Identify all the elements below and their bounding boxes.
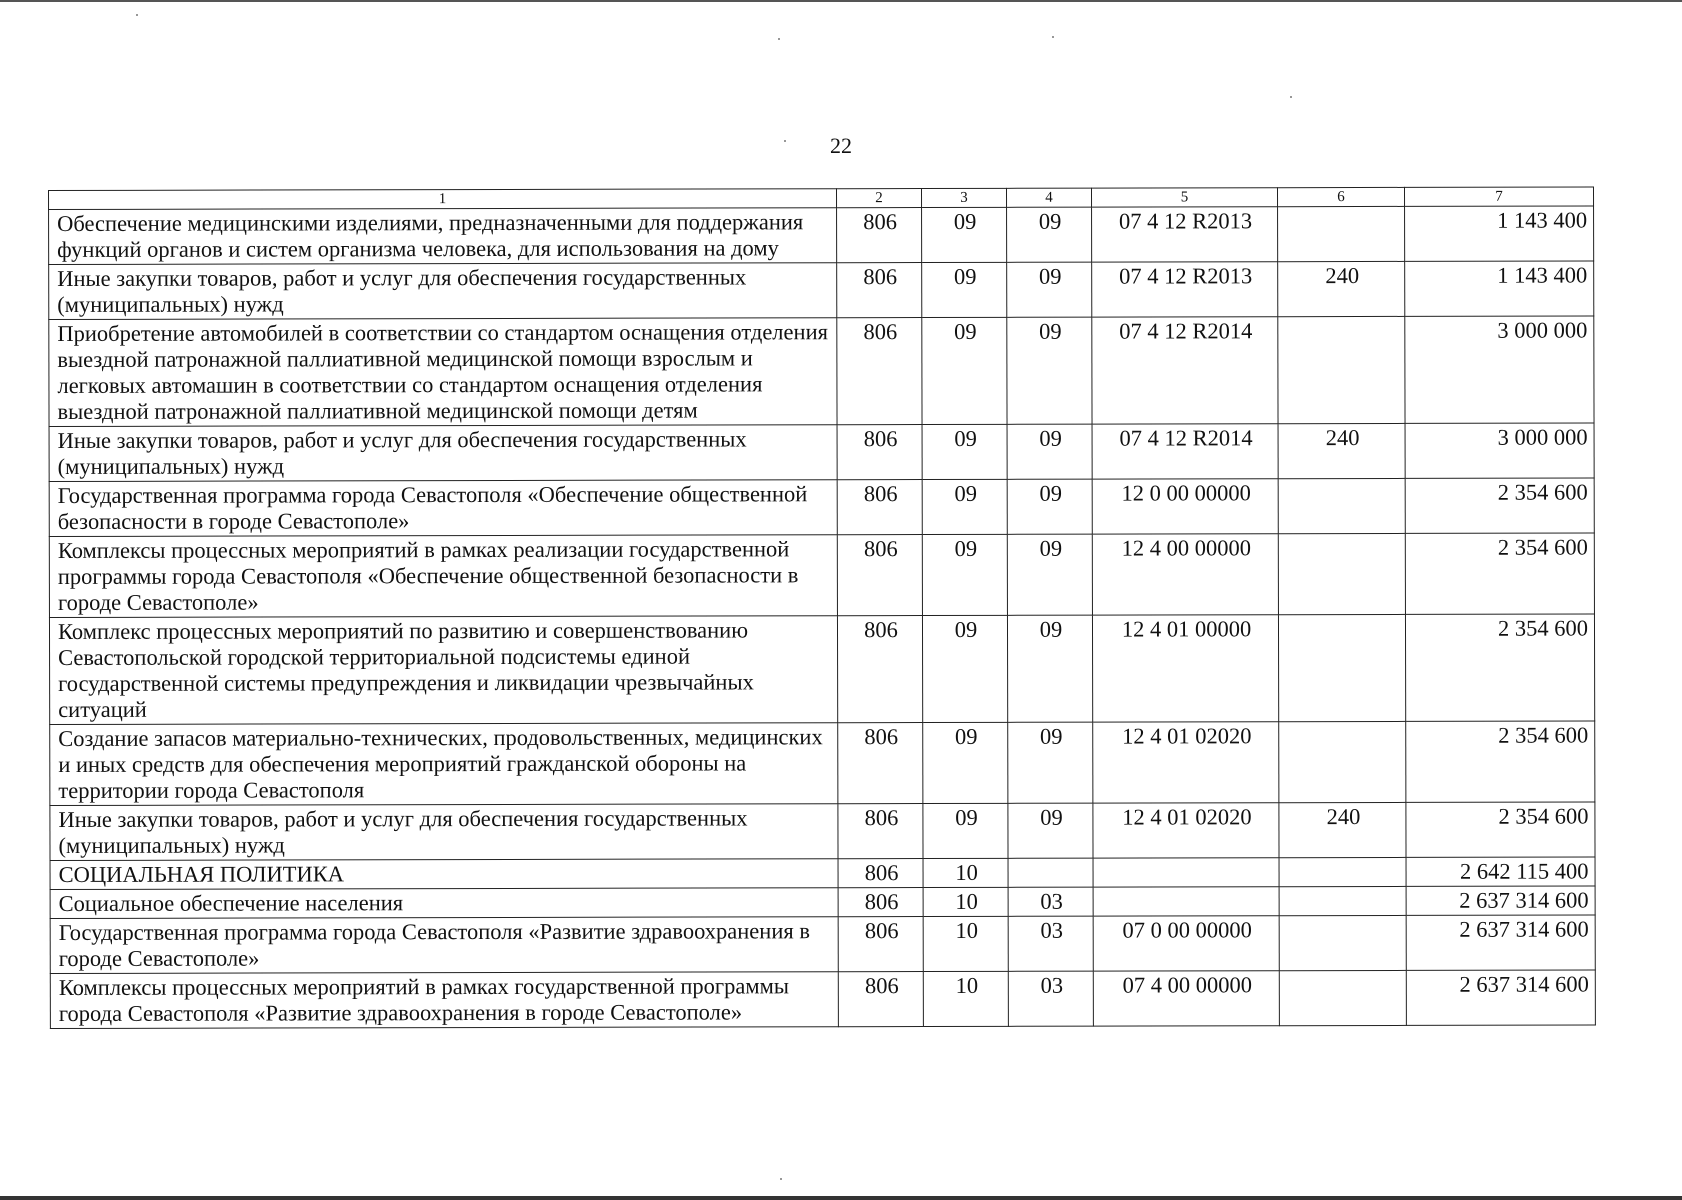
cell-subsection: 09 bbox=[1007, 479, 1092, 534]
cell-expense-type bbox=[1278, 478, 1405, 533]
cell-ministry-code: 806 bbox=[837, 535, 922, 616]
cell-name: Создание запасов материально-технических, продовольственных, медицинских и иных средств для обеспечения мероприятий гражданской обороны на территории города Севастополя bbox=[50, 723, 838, 806]
cell-target-article: 12 0 00 00000 bbox=[1092, 479, 1278, 534]
cell-subsection: 09 bbox=[1007, 424, 1092, 479]
cell-expense-type bbox=[1279, 970, 1406, 1025]
scan-speck bbox=[1052, 36, 1054, 38]
cell-section: 10 bbox=[923, 858, 1008, 887]
cell-amount: 2 354 600 bbox=[1405, 478, 1594, 533]
cell-amount: 2 354 600 bbox=[1405, 533, 1594, 614]
cell-expense-type: 240 bbox=[1278, 261, 1405, 316]
cell-amount: 2 642 115 400 bbox=[1406, 857, 1595, 886]
cell-section: 09 bbox=[923, 722, 1008, 803]
cell-target-article: 12 4 01 02020 bbox=[1093, 803, 1279, 858]
cell-expense-type bbox=[1279, 721, 1406, 802]
cell-section: 09 bbox=[922, 424, 1007, 479]
cell-name: Комплекс процессных мероприятий по развитию и совершенствованию Севастопольской городской территориальной подсистемы единой государственной системы предупреждения и ликвидации чрезвычайных ситуаций bbox=[49, 616, 837, 725]
cell-name: Иные закупки товаров, работ и услуг для обеспечения государственных (муниципальных) нужд bbox=[49, 263, 837, 320]
header-col-2: 2 bbox=[836, 189, 921, 208]
cell-name: Иные закупки товаров, работ и услуг для обеспечения государственных (муниципальных) нужд bbox=[49, 425, 837, 482]
table-row bbox=[50, 886, 1595, 919]
cell-expense-type bbox=[1278, 206, 1405, 261]
table-row bbox=[50, 802, 1595, 861]
page-number: 22 bbox=[830, 133, 852, 158]
cell-amount: 2 637 314 600 bbox=[1406, 970, 1595, 1025]
cell-amount: 2 637 314 600 bbox=[1406, 886, 1595, 915]
cell-ministry-code: 806 bbox=[837, 616, 922, 723]
table-row bbox=[49, 261, 1594, 320]
cell-amount: 2 354 600 bbox=[1405, 614, 1594, 721]
cell-ministry-code: 806 bbox=[837, 480, 922, 535]
cell-ministry-code: 806 bbox=[838, 917, 923, 972]
table-row bbox=[50, 857, 1595, 890]
scan-top-edge bbox=[0, 0, 1682, 2]
cell-name: Комплексы процессных мероприятий в рамках государственной программы города Севастополя «Развитие здравоохранения в городе Севастополе» bbox=[50, 972, 838, 1029]
cell-ministry-code: 806 bbox=[837, 318, 922, 425]
cell-subsection: 09 bbox=[1007, 317, 1092, 424]
cell-subsection: 09 bbox=[1008, 722, 1093, 803]
cell-section: 09 bbox=[922, 317, 1007, 424]
scan-bottom-edge bbox=[0, 1196, 1682, 1200]
cell-expense-type bbox=[1279, 857, 1406, 886]
table-row bbox=[49, 423, 1594, 482]
cell-name: Приобретение автомобилей в соответствии со стандартом оснащения отделения выездной патронажной паллиативной медицинской помощи взрослым и легковых автомашин в соответствии со стандартом оснащения отделения выездной патронажной паллиативной медицинской помощи детям bbox=[49, 318, 837, 427]
cell-section: 10 bbox=[923, 887, 1008, 916]
cell-section: 09 bbox=[922, 534, 1007, 615]
cell-subsection: 09 bbox=[1007, 207, 1092, 262]
cell-section: 10 bbox=[923, 971, 1008, 1026]
scan-speck bbox=[136, 14, 138, 16]
cell-subsection: 09 bbox=[1007, 615, 1092, 722]
header-col-3: 3 bbox=[921, 188, 1006, 207]
cell-target-article: 07 4 12 R2013 bbox=[1092, 207, 1278, 262]
cell-target-article bbox=[1093, 858, 1279, 887]
cell-name: Иные закупки товаров, работ и услуг для обеспечения государственных (муниципальных) нужд bbox=[50, 804, 838, 861]
cell-subsection: 03 bbox=[1008, 887, 1093, 916]
scan-speck bbox=[784, 140, 786, 142]
header-col-4: 4 bbox=[1006, 188, 1091, 207]
cell-target-article: 07 0 00 00000 bbox=[1093, 916, 1279, 971]
cell-amount: 1 143 400 bbox=[1405, 261, 1594, 316]
cell-ministry-code: 806 bbox=[837, 263, 922, 318]
cell-target-article: 12 4 00 00000 bbox=[1092, 534, 1278, 615]
cell-expense-type: 240 bbox=[1278, 423, 1405, 478]
cell-subsection: 03 bbox=[1008, 916, 1093, 971]
cell-name: Государственная программа города Севастополя «Обеспечение общественной безопасности в городе Севастополе» bbox=[49, 480, 837, 537]
cell-target-article: 07 4 12 R2013 bbox=[1092, 262, 1278, 317]
cell-name: Обеспечение медицинскими изделиями, предназначенными для поддержания функций органов и систем организма человека, для использования на дому bbox=[49, 208, 837, 265]
cell-section: 09 bbox=[922, 479, 1007, 534]
cell-target-article: 07 4 00 00000 bbox=[1093, 971, 1279, 1026]
cell-name: Социальное обеспечение населения bbox=[50, 888, 838, 919]
cell-amount: 2 354 600 bbox=[1406, 721, 1595, 802]
cell-ministry-code: 806 bbox=[838, 804, 923, 859]
header-col-7: 7 bbox=[1404, 187, 1593, 206]
cell-section: 09 bbox=[923, 803, 1008, 858]
header-col-1: 1 bbox=[49, 189, 837, 210]
table-row bbox=[50, 915, 1595, 974]
cell-expense-type bbox=[1278, 533, 1405, 614]
table-row bbox=[49, 478, 1594, 537]
cell-ministry-code: 806 bbox=[838, 888, 923, 917]
cell-target-article bbox=[1093, 887, 1279, 916]
cell-section: 09 bbox=[922, 615, 1007, 722]
table-row bbox=[49, 316, 1594, 427]
cell-section: 09 bbox=[922, 207, 1007, 262]
table-row bbox=[49, 614, 1594, 725]
cell-name: Комплексы процессных мероприятий в рамках реализации государственной программы города Севастополя «Обеспечение общественной безопасности в городе Севастополе» bbox=[49, 535, 837, 618]
cell-expense-type bbox=[1279, 886, 1406, 915]
cell-expense-type bbox=[1278, 316, 1405, 423]
budget-table-wrapper bbox=[48, 186, 1595, 1029]
cell-section: 09 bbox=[922, 262, 1007, 317]
cell-target-article: 12 4 01 02020 bbox=[1093, 722, 1279, 803]
table-row bbox=[50, 721, 1595, 806]
cell-target-article: 07 4 12 R2014 bbox=[1092, 317, 1278, 424]
cell-name: Государственная программа города Севастополя «Развитие здравоохранения в городе Севастополе» bbox=[50, 917, 838, 974]
cell-target-article: 12 4 01 00000 bbox=[1092, 615, 1278, 722]
cell-subsection: 09 bbox=[1007, 262, 1092, 317]
cell-amount: 3 000 000 bbox=[1405, 316, 1594, 423]
cell-subsection bbox=[1008, 858, 1093, 887]
cell-section: 10 bbox=[923, 916, 1008, 971]
cell-ministry-code: 806 bbox=[837, 208, 922, 263]
cell-expense-type bbox=[1279, 915, 1406, 970]
cell-amount: 3 000 000 bbox=[1405, 423, 1594, 478]
cell-ministry-code: 806 bbox=[838, 972, 923, 1027]
cell-ministry-code: 806 bbox=[838, 723, 923, 804]
table-row bbox=[49, 206, 1594, 265]
header-col-6: 6 bbox=[1277, 187, 1404, 206]
scan-speck bbox=[778, 38, 780, 40]
cell-expense-type: 240 bbox=[1279, 802, 1406, 857]
table-row bbox=[50, 970, 1595, 1029]
cell-amount: 2 354 600 bbox=[1406, 802, 1595, 857]
cell-amount: 1 143 400 bbox=[1405, 206, 1594, 261]
budget-table bbox=[48, 186, 1596, 1029]
header-col-5: 5 bbox=[1091, 188, 1277, 207]
cell-ministry-code: 806 bbox=[837, 425, 922, 480]
cell-ministry-code: 806 bbox=[838, 859, 923, 888]
cell-target-article: 07 4 12 R2014 bbox=[1092, 424, 1278, 479]
table-row bbox=[49, 533, 1594, 618]
cell-subsection: 03 bbox=[1008, 971, 1093, 1026]
cell-amount: 2 637 314 600 bbox=[1406, 915, 1595, 970]
cell-name: СОЦИАЛЬНАЯ ПОЛИТИКА bbox=[50, 859, 838, 890]
scan-speck bbox=[780, 1178, 782, 1180]
scan-speck bbox=[1290, 96, 1292, 98]
cell-subsection: 09 bbox=[1008, 803, 1093, 858]
cell-expense-type bbox=[1278, 614, 1405, 721]
cell-subsection: 09 bbox=[1007, 534, 1092, 615]
